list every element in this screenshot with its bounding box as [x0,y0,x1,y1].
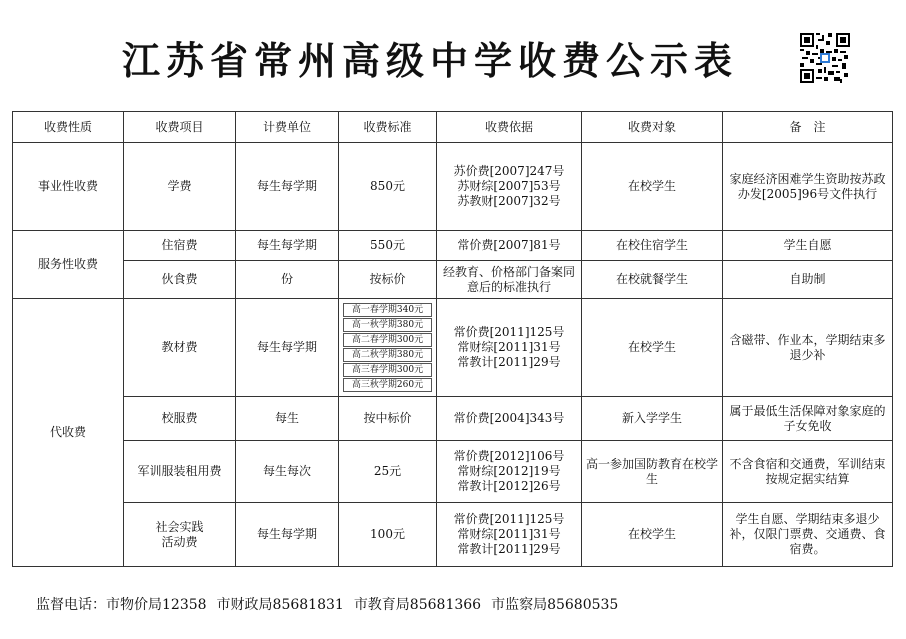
basis-line: 常财综[2011]31号 [457,340,561,354]
standard-line: 高二春学期300元 [343,333,432,347]
fee-target: 新入学学生 [582,397,723,441]
standard-line: 高二秋学期380元 [343,348,432,362]
basis-line: 常财综[2011]31号 [457,527,561,541]
fee-standard: 550元 [339,231,437,261]
fee-item: 学费 [124,143,236,231]
fee-target: 在校学生 [582,299,723,397]
qr-code-icon [800,33,850,83]
hotline-price-bureau: 市物价局12358 [106,597,207,613]
fee-standard: 按中标价 [339,397,437,441]
fee-standard: 100元 [339,503,437,567]
header-cell: 计费单位 [236,112,339,143]
page-title: 江苏省常州高级中学收费公示表 [121,39,738,83]
fee-basis: 常价费[2004]343号 [437,397,582,441]
fee-unit: 每生每次 [236,441,339,503]
table-header-row [13,112,893,143]
header-cell: 备 注 [723,112,893,143]
fee-item: 住宿费 [124,231,236,261]
basis-line: 常教计[2011]29号 [457,542,561,556]
table-row [13,503,893,567]
fee-basis [437,441,582,503]
standard-line: 高一春学期340元 [343,303,432,317]
table-row [13,397,893,441]
supervision-hotlines [36,594,628,614]
table-row [13,299,893,397]
fee-item: 伙食费 [124,261,236,299]
hotline-label: 监督电话： [36,597,106,613]
header-cell: 收费对象 [582,112,723,143]
fee-target: 在校住宿学生 [582,231,723,261]
fee-item: 教材费 [124,299,236,397]
fee-target: 在校学生 [582,143,723,231]
hotline-education-bureau: 市教育局85681366 [353,597,482,613]
fee-note: 含磁带、作业本，学期结束多退少补 [723,299,893,397]
fee-note: 家庭经济困难学生资助按苏政办发[2005]96号文件执行 [723,143,893,231]
fee-category: 服务性收费 [13,231,124,299]
header-cell: 收费依据 [437,112,582,143]
fee-standard: 按标价 [339,261,437,299]
fee-unit: 每生 [236,397,339,441]
basis-line: 苏价费[2007]247号 [453,164,565,178]
basis-line: 常教计[2012]26号 [457,479,561,493]
fee-note: 不含食宿和交通费，军训结束按规定据实结算 [723,441,893,503]
fee-table [12,111,893,567]
standard-line: 高三春学期300元 [343,363,432,377]
fee-basis [437,299,582,397]
item-line: 社会实践 [155,519,204,534]
fee-category: 代收费 [13,299,124,567]
table-row [13,143,893,231]
fee-target: 在校就餐学生 [582,261,723,299]
fee-item: 军训服装租用费 [124,441,236,503]
fee-basis [437,503,582,567]
fee-note: 属于最低生活保障对象家庭的子女免收 [723,397,893,441]
fee-unit: 每生每学期 [236,143,339,231]
basis-line: 苏教财[2007]32号 [457,194,561,208]
fee-standard: 850元 [339,143,437,231]
fee-item: 校服费 [124,397,236,441]
fee-standard-list [339,299,437,397]
hotline-finance-bureau: 市财政局85681831 [216,597,344,613]
table-row [13,441,893,503]
fee-basis: 常价费[2007]81号 [437,231,582,261]
basis-line: 常价费[2011]125号 [453,512,565,526]
fee-target: 在校学生 [582,503,723,567]
hotline-supervision-bureau: 市监察局85680535 [491,597,619,613]
fee-basis [437,143,582,231]
fee-basis: 经教育、价格部门备案同意后的标准执行 [437,261,582,299]
fee-item [124,503,236,567]
basis-line: 常财综[2012]19号 [457,464,561,478]
fee-unit: 每生每学期 [236,503,339,567]
fee-note: 自助制 [723,261,893,299]
basis-line: 苏财综[2007]53号 [457,179,561,193]
fee-target: 高一参加国防教育在校学生 [582,441,723,503]
table-row [13,261,893,299]
standard-line: 高三秋学期260元 [343,378,432,392]
standard-line: 高一秋学期380元 [343,318,432,332]
item-line: 活动费 [161,534,198,549]
fee-unit: 每生每学期 [236,231,339,261]
fee-category: 事业性收费 [13,143,124,231]
fee-standard: 25元 [339,441,437,503]
header-cell: 收费标准 [339,112,437,143]
basis-line: 常价费[2011]125号 [453,325,565,339]
table-row [13,231,893,261]
header-cell: 收费性质 [13,112,124,143]
fee-unit: 每生每学期 [236,299,339,397]
header-cell: 收费项目 [124,112,236,143]
fee-unit: 份 [236,261,339,299]
fee-note: 学生自愿 [723,231,893,261]
basis-line: 常教计[2011]29号 [457,355,561,369]
basis-line: 常价费[2012]106号 [453,449,565,463]
fee-note: 学生自愿、学期结束多退少补，仅限门票费、交通费、食宿费。 [723,503,893,567]
